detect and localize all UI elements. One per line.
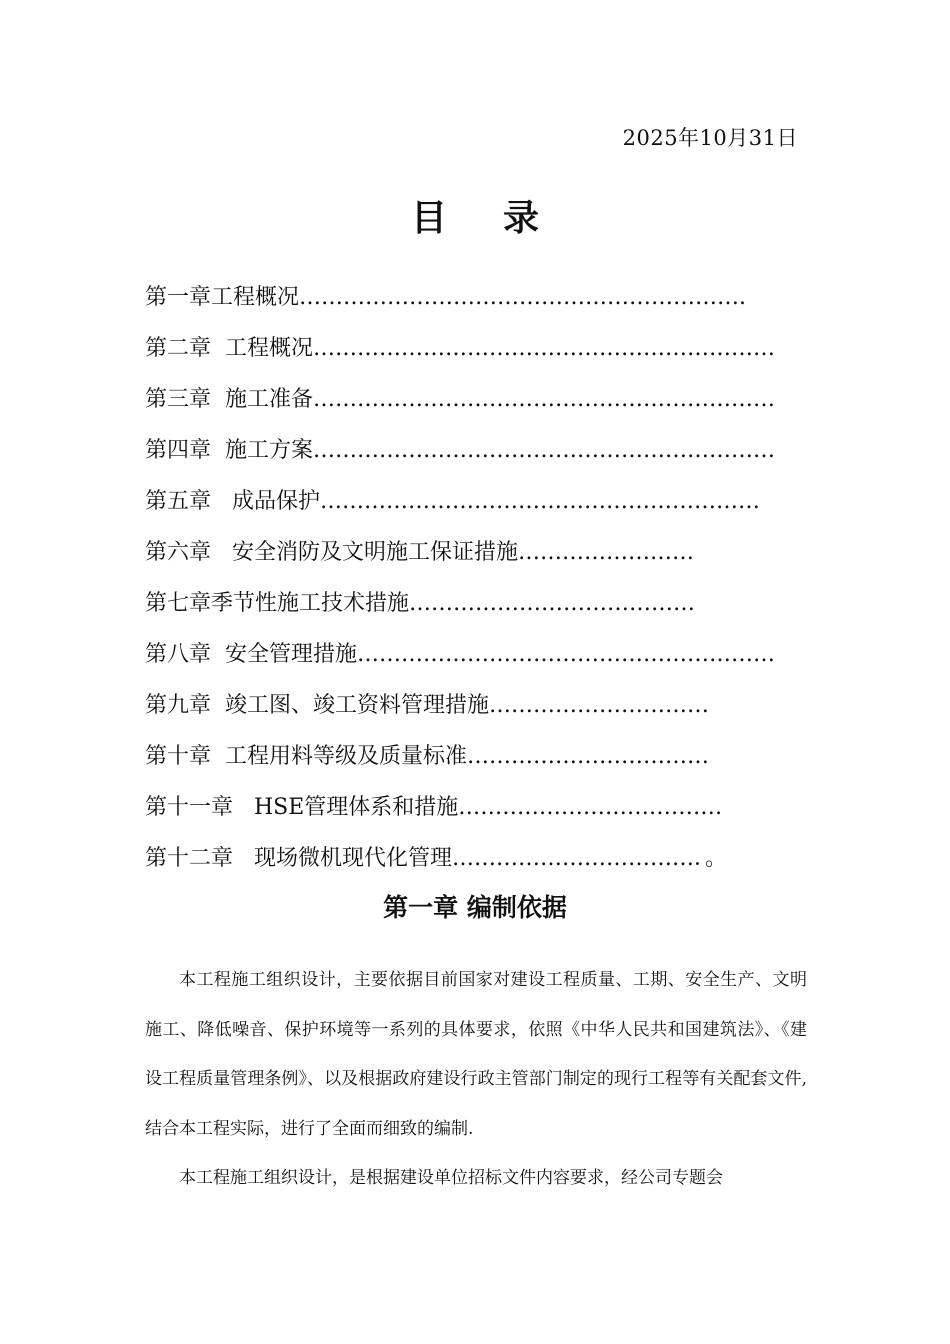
document-date: 2025年10月31日: [622, 126, 798, 150]
toc-item-chapter-6[interactable]: [145, 531, 815, 582]
toc-item-label: 第四章 施工方案………………………………………………………: [145, 438, 775, 463]
toc-item-label: 第十一章 HSE管理体系和措施………………………………: [145, 795, 723, 820]
toc-item-chapter-9[interactable]: [145, 684, 815, 735]
toc-item-chapter-1[interactable]: [145, 276, 815, 327]
toc-item-label: 第三章 施工准备………………………………………………………: [145, 387, 775, 412]
toc-item-chapter-10[interactable]: [145, 735, 815, 786]
toc-item-label: 第五章 成品保护……………………………………………………: [145, 489, 760, 514]
toc-item-label: 第六章 安全消防及文明施工保证措施……………………: [145, 540, 694, 565]
toc-item-chapter-8[interactable]: [145, 633, 815, 684]
toc-item-chapter-12[interactable]: [145, 837, 815, 888]
paragraph: 本工程施工组织设计，是根据建设单位招标文件内容要求，经公司专题会: [179, 1168, 723, 1188]
toc-item-label: 第九章 竣工图、竣工资料管理措施…………………………: [145, 693, 709, 718]
toc-item-label: 第八章 安全管理措施…………………………………………………: [145, 642, 775, 667]
table-of-contents: [145, 276, 815, 888]
toc-item-label: 第二章 工程概况………………………………………………………: [145, 336, 775, 361]
toc-title: 目录: [410, 198, 595, 239]
chapter-heading: 第一章 编制依据: [383, 893, 567, 922]
toc-item-chapter-3[interactable]: [145, 378, 815, 429]
toc-item-chapter-5[interactable]: [145, 480, 815, 531]
toc-item-label: 第十二章 现场微机现代化管理……………………………．。: [145, 846, 727, 871]
paragraph: 本工程施工组织设计，主要依据目前国家对建设工程质量、工期、安全生产、文明施工、降低噪音、保护环境等一系列的具体要求，依照《中华人民共和国建筑法》、《建设工程质量管理条例》、以及根据政府建设行政主管部门制定的现行工程等有关配套文件,结合本工程实际，进行了全面而细致的编制.: [145, 970, 807, 1139]
toc-item-label: 第十章 工程用料等级及质量标准……………………………: [145, 744, 709, 769]
toc-item-chapter-7[interactable]: [145, 582, 815, 633]
toc-item-chapter-4[interactable]: [145, 429, 815, 480]
toc-item-chapter-11[interactable]: [145, 786, 815, 837]
body-text: [145, 956, 807, 1204]
toc-item-label: 第一章工程概况…………………………………………………….: [145, 285, 746, 310]
toc-item-chapter-2[interactable]: [145, 327, 815, 378]
toc-item-label: 第七章季节性施工技术措施…………………………………: [145, 591, 696, 616]
